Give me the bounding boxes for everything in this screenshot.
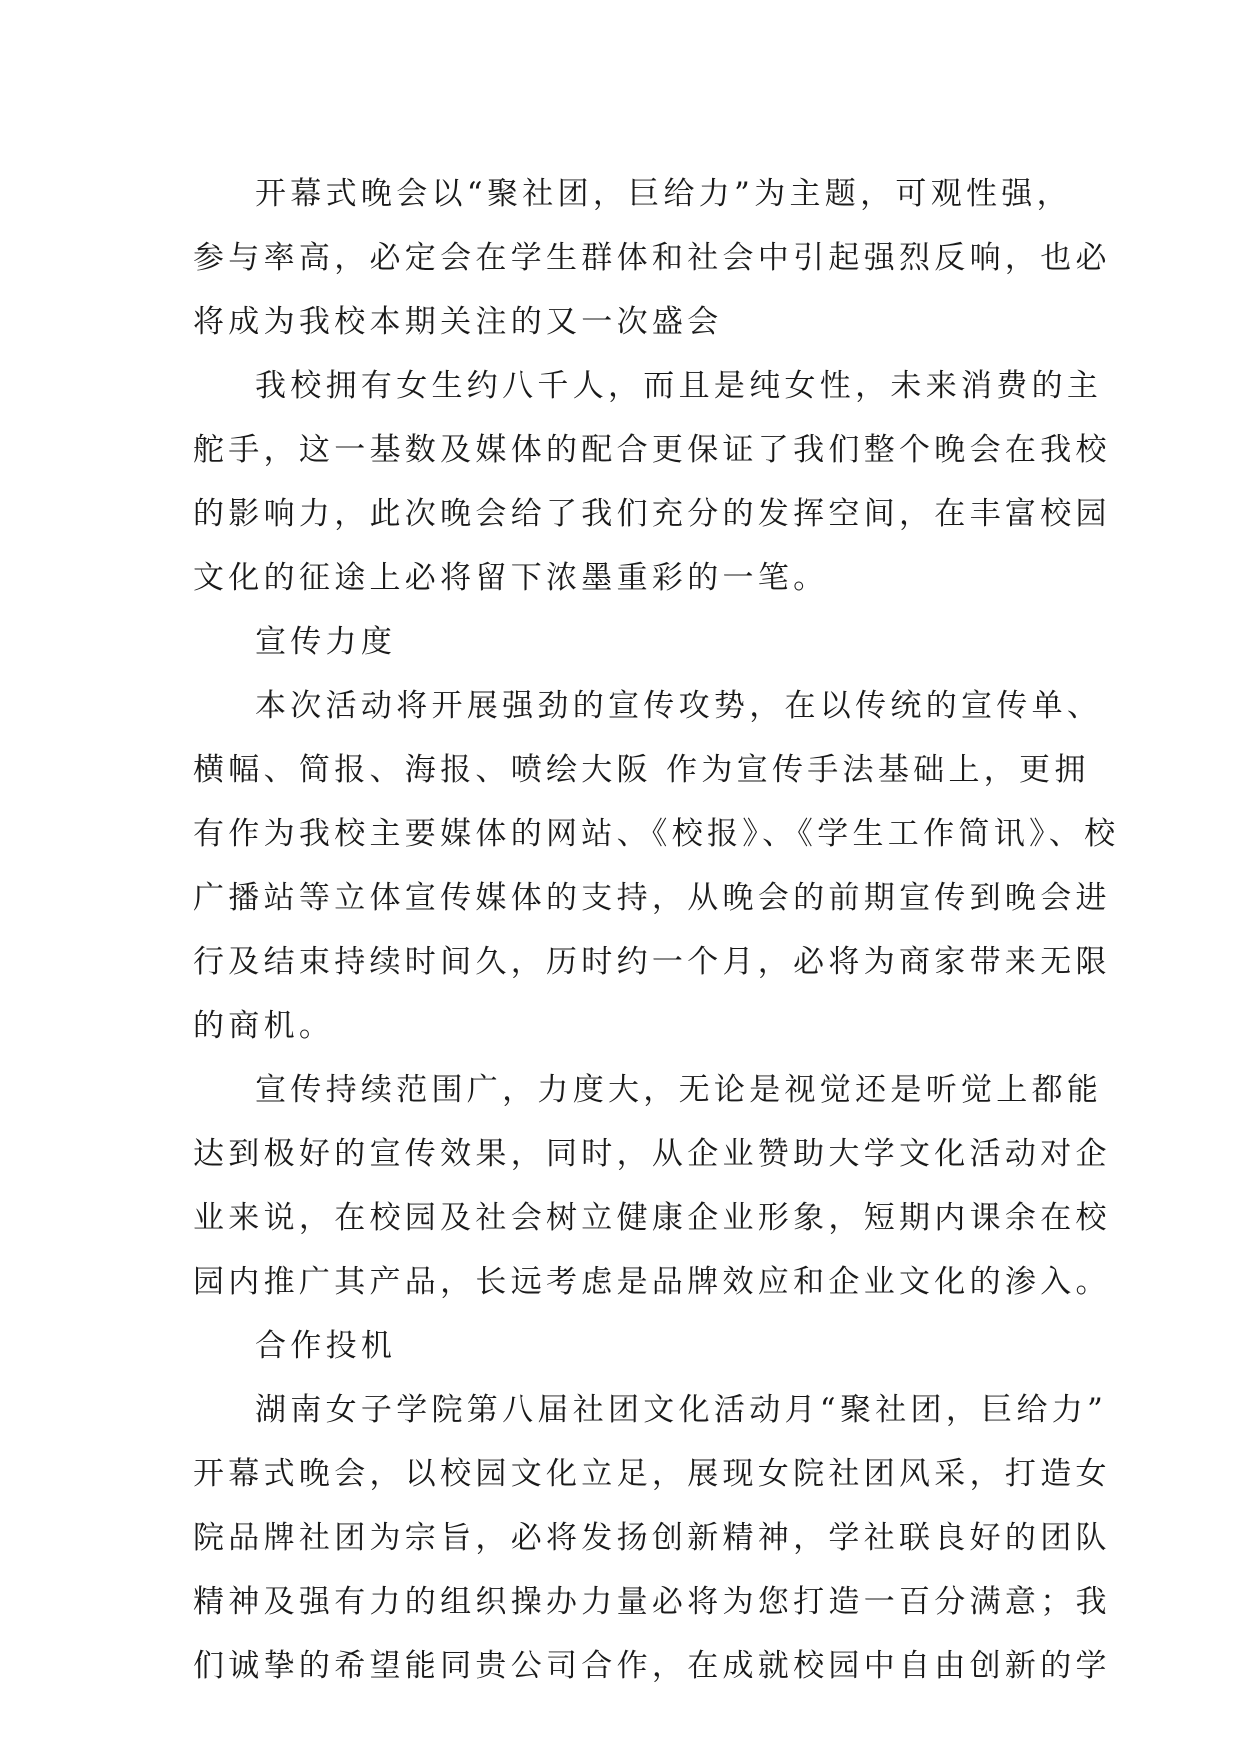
paragraph-line: 们诚挚的希望能同贵公司合作，在成就校园中自由创新的学	[193, 1648, 1111, 1684]
document-body	[193, 162, 1120, 1698]
paragraph-line: 开幕式晚会以“聚社团，巨给力”为主题，可观性强，	[255, 176, 1072, 212]
paragraph-line: 本次活动将开展强劲的宣传攻势，在以传统的宣传单、	[255, 688, 1103, 724]
paragraph-line: 达到极好的宣传效果，同时，从企业赞助大学文化活动对企	[193, 1136, 1111, 1172]
paragraph-line: 开幕式晚会，以校园文化立足，展现女院社团风采，打造女	[193, 1456, 1111, 1492]
paragraph-line: 广播站等立体宣传媒体的支持，从晚会的前期宣传到晚会进	[193, 880, 1111, 916]
paragraph-line: 的商机。	[193, 1008, 335, 1044]
section-heading: 宣传力度	[255, 624, 397, 660]
paragraph-line: 行及结束持续时间久，历时约一个月，必将为商家带来无限	[193, 944, 1111, 980]
paragraph-line: 宣传持续范围广，力度大，无论是视觉还是听觉上都能	[255, 1072, 1103, 1108]
paragraph-line: 业来说，在校园及社会树立健康企业形象，短期内课余在校	[193, 1200, 1111, 1236]
paragraph-line: 参与率高，必定会在学生群体和社会中引起强烈反响，也必	[193, 240, 1111, 276]
paragraph-line: 舵手，这一基数及媒体的配合更保证了我们整个晚会在我校	[193, 432, 1111, 468]
paragraph-line: 院品牌社团为宗旨，必将发扬创新精神，学社联良好的团队	[193, 1520, 1111, 1556]
paragraph-line: 湖南女子学院第八届社团文化活动月“聚社团，巨给力”	[255, 1392, 1108, 1428]
paragraph-line: 我校拥有女生约八千人，而且是纯女性，未来消费的主	[255, 368, 1103, 404]
paragraph-line: 横幅、简报、海报、喷绘大阪 作为宣传手法基础上，更拥	[193, 752, 1090, 788]
paragraph-line: 文化的征途上必将留下浓墨重彩的一笔。	[193, 560, 829, 596]
paragraph-line: 精神及强有力的组织操办力量必将为您打造一百分满意；我	[193, 1584, 1111, 1620]
paragraph-line: 将成为我校本期关注的又一次盛会	[193, 304, 723, 340]
paragraph-line: 园内推广其产品，长远考虑是品牌效应和企业文化的渗入。	[193, 1264, 1111, 1300]
section-heading: 合作投机	[255, 1328, 397, 1364]
paragraph-line: 的影响力，此次晚会给了我们充分的发挥空间，在丰富校园	[193, 496, 1111, 532]
paragraph-line: 有作为我校主要媒体的网站、《校报》、《学生工作简讯》、校	[193, 816, 1120, 852]
